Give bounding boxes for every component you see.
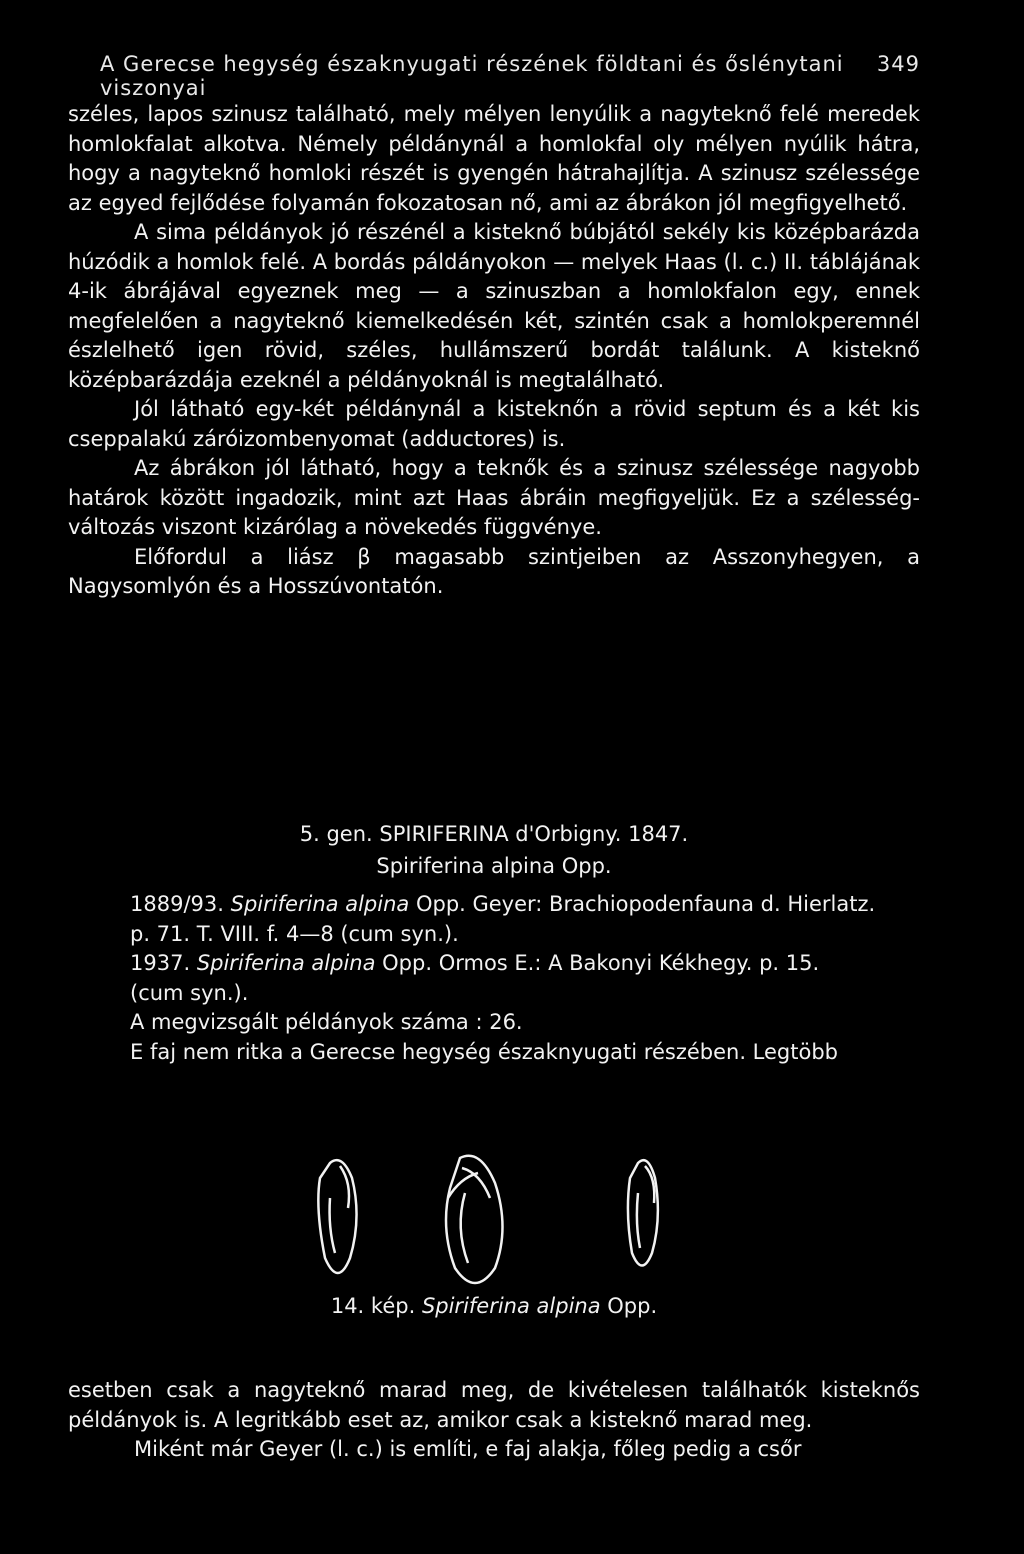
header-title: A Gerecse hegység északnyugati részének földtani és őslénytani viszonyai [100, 52, 844, 100]
fossil-figure-3 [628, 1160, 658, 1265]
reference-1-cont: p. 71. T. VIII. f. 4—8 (cum syn.). [130, 921, 459, 946]
page-number: 349 [876, 52, 920, 76]
paragraph-1: széles, lapos szinusz található, mely mélyen lenyúlik a nagyteknő felé meredek homlokfalat alkotva. Némely példánynál a homlokfal oly mélyen nyúlik hátra, hogy a nagyteknő homloki részét is gyengén hátrahajlítja. A szinusz szélessége az egyed fejlődése folyamán fokozatosan nő, ami az ábrákon jól megfigyelhető. [68, 102, 920, 215]
occurrence-line: E faj nem ritka a Gerecse hegység északnyugati részében. Legtöbb [130, 1039, 838, 1064]
paragraph-2: A sima példányok jó részénél a kisteknő búbjától sekély kis középbarázda húzódik a homlok felé. A bordás páldányokon — melyek Haas (l. c.) II. táblájának 4-ik ábrájával egyeznek meg — a szinuszban a homlokfalon egy, ennek megfelelően a nagyteknő kiemelkedésén két, szintén csak a homlokperemnél észlelhető igen rövid, széles, hullámszerű bordát találunk. A kisteknő középbarázdája ezeknél a példányoknál is megtalálható. [68, 220, 920, 392]
tail-paragraph-1: esetben csak a nagyteknő marad meg, de kivételesen találhatók kisteknős példányok is. A legritkább eset az, amikor csak a kisteknő marad meg. [68, 1378, 920, 1432]
reference-2: 1937. Spiriferina alpina Opp. Ormos E.: A Bakonyi Kékhegy. p. 15. [130, 951, 820, 975]
fossil-figure-1 [318, 1160, 356, 1273]
fossil-figures [290, 1148, 710, 1298]
synonymy-list [130, 890, 920, 1067]
specimen-count: A megvizsgált példányok száma : 26. [130, 1010, 523, 1034]
body-text [68, 100, 920, 602]
genus-heading [68, 822, 920, 886]
running-header [100, 52, 920, 100]
paragraph-5: Előfordul a liász β magasabb szintjeiben az Asszonyhegyen, a Nagysomlyón és a Hosszúvontatón. [68, 544, 920, 598]
paragraph-4: Az ábrákon jól látható, hogy a teknők és a szinusz szélessége nagyobb határok között ingadozik, mint azt Haas ábráin megfigyeljük. Ez a szélesség-változás viszont kizárólag a növekedés függvénye. [68, 456, 920, 539]
species-title: Spiriferina alpina Opp. [376, 854, 612, 878]
continuation-text [68, 1376, 920, 1465]
tail-paragraph-2: Miként már Geyer (l. c.) is említi, e faj alakja, főleg pedig a csőr [134, 1437, 802, 1461]
paragraph-3: Jól látható egy-két példánynál a kisteknőn a rövid septum és a két kis cseppalakú záróizombenyomat (adductores) is. [68, 397, 920, 451]
reference-1: 1889/93. Spiriferina alpina Opp. Geyer: Brachiopodenfauna d. Hierlatz. [130, 892, 876, 916]
genus-title: 5. gen. SPIRIFERINA d'Orbigny. 1847. [299, 822, 689, 846]
figure-caption: 14. kép. Spiriferina alpina Opp. [330, 1294, 658, 1318]
reference-2-cont: (cum syn.). [130, 980, 249, 1005]
fossil-figure-2 [446, 1156, 503, 1283]
